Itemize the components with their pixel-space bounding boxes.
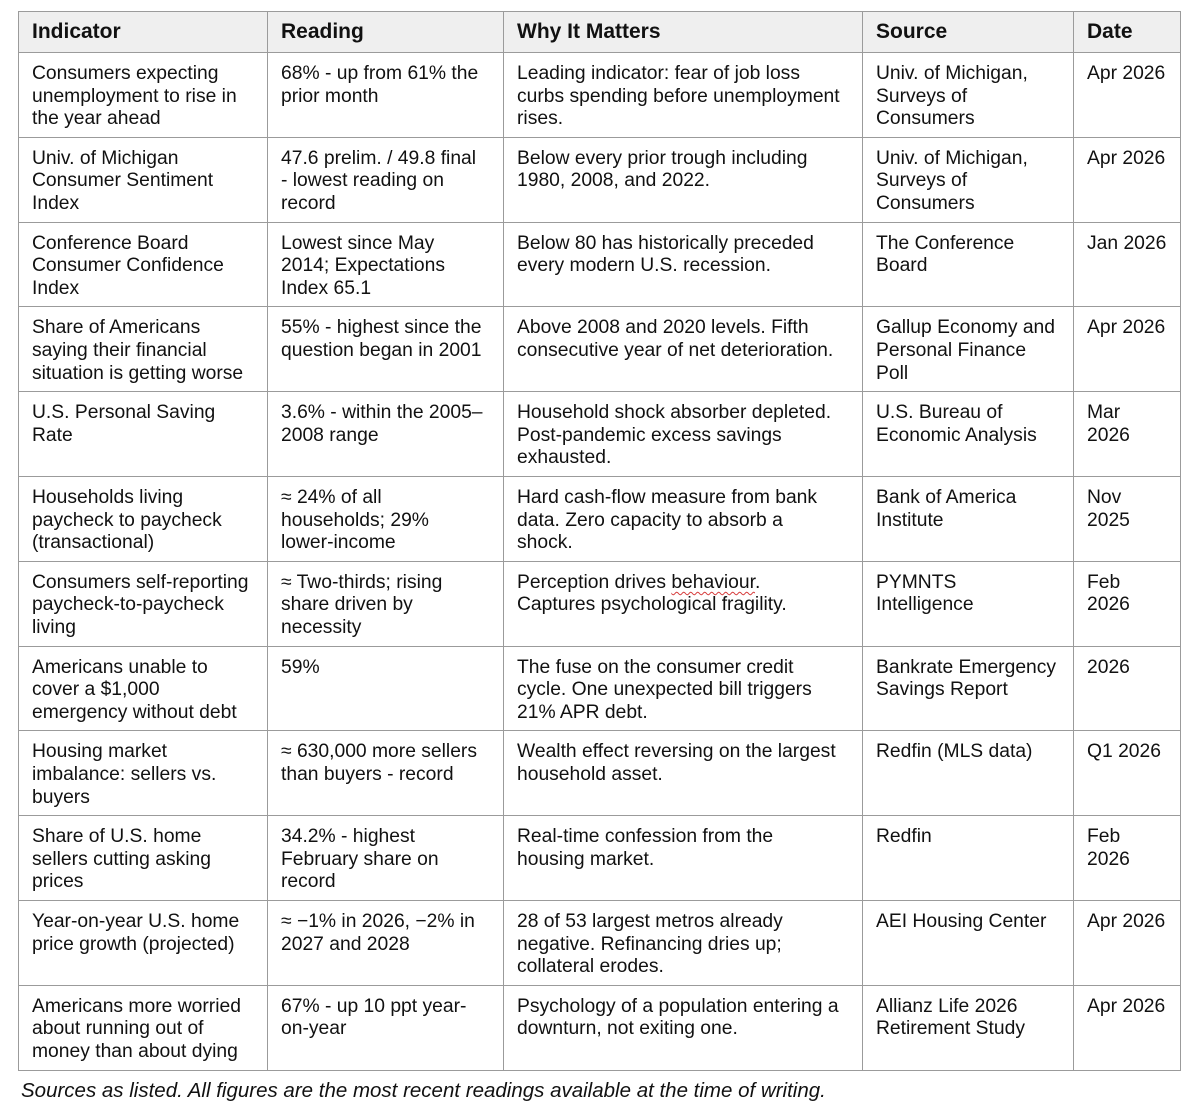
header-indicator: Indicator	[19, 12, 268, 53]
indicators-table	[18, 11, 1181, 1071]
cell-why-it-matters	[504, 561, 863, 646]
table-body	[19, 53, 1181, 1071]
cell-why-it-matters: Below 80 has historically preceded every modern U.S. recession.	[504, 222, 863, 307]
cell-source: Allianz Life 2026 Retirement Study	[863, 985, 1074, 1070]
cell-indicator: Consumers expecting unemployment to rise in the year ahead	[19, 53, 268, 138]
cell-reading: 34.2% - highest February share on record	[268, 816, 504, 901]
table-row	[19, 137, 1181, 222]
cell-why-it-matters: 28 of 53 largest metros already negative. Refinancing dries up; collateral erodes.	[504, 900, 863, 985]
why-text-part: . Captures psychological fragility.	[517, 571, 787, 616]
cell-indicator: U.S. Personal Saving Rate	[19, 392, 268, 477]
cell-source: Redfin (MLS data)	[863, 731, 1074, 816]
cell-indicator: Consumers self-reporting paycheck-to-paycheck living	[19, 561, 268, 646]
cell-indicator: Conference Board Consumer Confidence Index	[19, 222, 268, 307]
cell-reading: 67% - up 10 ppt year- on-year	[268, 985, 504, 1070]
cell-reading: ≈ 24% of all households; 29% lower-income	[268, 476, 504, 561]
cell-source: The Conference Board	[863, 222, 1074, 307]
cell-reading: 55% - highest since the question began in 2001	[268, 307, 504, 392]
table-row	[19, 900, 1181, 985]
cell-source: Redfin	[863, 816, 1074, 901]
cell-why-it-matters: Psychology of a population entering a downturn, not exiting one.	[504, 985, 863, 1070]
cell-source: Univ. of Michigan, Surveys of Consumers	[863, 137, 1074, 222]
cell-indicator: Share of U.S. home sellers cutting asking prices	[19, 816, 268, 901]
cell-indicator: Share of Americans saying their financial situation is getting worse	[19, 307, 268, 392]
cell-reading: 3.6% - within the 2005– 2008 range	[268, 392, 504, 477]
cell-date: 2026	[1074, 646, 1181, 731]
cell-date: Apr 2026	[1074, 137, 1181, 222]
cell-why-it-matters: Household shock absorber depleted. Post-pandemic excess savings exhausted.	[504, 392, 863, 477]
cell-date: Apr 2026	[1074, 307, 1181, 392]
table-row	[19, 816, 1181, 901]
cell-date: Nov 2025	[1074, 476, 1181, 561]
cell-date: Jan 2026	[1074, 222, 1181, 307]
cell-why-it-matters: Above 2008 and 2020 levels. Fifth consecutive year of net deterioration.	[504, 307, 863, 392]
cell-indicator: Americans unable to cover a $1,000 emergency without debt	[19, 646, 268, 731]
cell-why-it-matters: Wealth effect reversing on the largest household asset.	[504, 731, 863, 816]
cell-reading: ≈ Two-thirds; rising share driven by necessity	[268, 561, 504, 646]
why-text-part: Perception drives	[517, 571, 672, 593]
cell-date: Q1 2026	[1074, 731, 1181, 816]
cell-indicator: Households living paycheck to paycheck (transactional)	[19, 476, 268, 561]
table-row	[19, 561, 1181, 646]
cell-why-it-matters: Below every prior trough including 1980, 2008, and 2022.	[504, 137, 863, 222]
cell-date: Mar 2026	[1074, 392, 1181, 477]
table-header	[19, 12, 1181, 53]
cell-reading: Lowest since May 2014; Expectations Index 65.1	[268, 222, 504, 307]
cell-reading: ≈ −1% in 2026, −2% in 2027 and 2028	[268, 900, 504, 985]
cell-indicator: Univ. of Michigan Consumer Sentiment Index	[19, 137, 268, 222]
table-row	[19, 53, 1181, 138]
document-page	[18, 11, 1180, 1071]
table-row	[19, 222, 1181, 307]
cell-source: Gallup Economy and Personal Finance Poll	[863, 307, 1074, 392]
cell-reading: 68% - up from 61% the prior month	[268, 53, 504, 138]
table-caption: Sources as listed. All figures are the most recent readings available at the time of writing.	[21, 1079, 826, 1102]
cell-indicator: Housing market imbalance: sellers vs. buyers	[19, 731, 268, 816]
cell-date: Apr 2026	[1074, 53, 1181, 138]
cell-why-it-matters: The fuse on the consumer credit cycle. One unexpected bill triggers 21% APR debt.	[504, 646, 863, 731]
cell-why-it-matters: Leading indicator: fear of job loss curbs spending before unemployment rises.	[504, 53, 863, 138]
header-date: Date	[1074, 12, 1181, 53]
table-row	[19, 307, 1181, 392]
table-row	[19, 646, 1181, 731]
spellcheck-flagged-word: behaviour	[671, 571, 755, 593]
cell-date: Apr 2026	[1074, 900, 1181, 985]
cell-source: AEI Housing Center	[863, 900, 1074, 985]
header-reading: Reading	[268, 12, 504, 53]
cell-indicator: Americans more worried about running out of money than about dying	[19, 985, 268, 1070]
cell-date: Apr 2026	[1074, 985, 1181, 1070]
cell-source: Bankrate Emergency Savings Report	[863, 646, 1074, 731]
header-row	[19, 12, 1181, 53]
cell-reading: 47.6 prelim. / 49.8 final - lowest reading on record	[268, 137, 504, 222]
cell-source: U.S. Bureau of Economic Analysis	[863, 392, 1074, 477]
cell-date: Feb 2026	[1074, 561, 1181, 646]
cell-why-it-matters: Hard cash-flow measure from bank data. Zero capacity to absorb a shock.	[504, 476, 863, 561]
cell-reading: 59%	[268, 646, 504, 731]
cell-source: PYMNTS Intelligence	[863, 561, 1074, 646]
table-row	[19, 476, 1181, 561]
table-row	[19, 985, 1181, 1070]
cell-source: Bank of America Institute	[863, 476, 1074, 561]
header-why-it-matters: Why It Matters	[504, 12, 863, 53]
table-row	[19, 731, 1181, 816]
table-row	[19, 392, 1181, 477]
header-source: Source	[863, 12, 1074, 53]
cell-indicator: Year-on-year U.S. home price growth (projected)	[19, 900, 268, 985]
cell-source: Univ. of Michigan, Surveys of Consumers	[863, 53, 1074, 138]
cell-date: Feb 2026	[1074, 816, 1181, 901]
cell-reading: ≈ 630,000 more sellers than buyers - record	[268, 731, 504, 816]
cell-why-it-matters: Real-time confession from the housing market.	[504, 816, 863, 901]
